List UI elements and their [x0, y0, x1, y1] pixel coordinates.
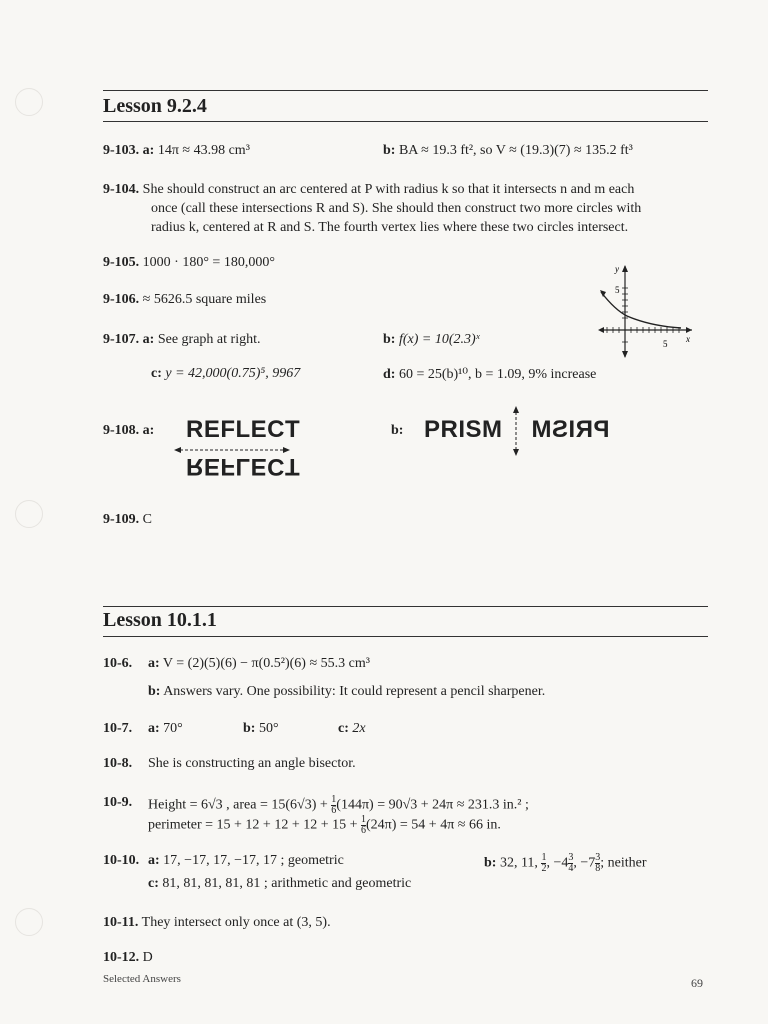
problem-10-11	[103, 915, 331, 931]
fraction-numerator: 1	[361, 814, 367, 825]
top-rule	[103, 90, 708, 91]
problem-10-7-b	[243, 721, 279, 737]
answer: ≈ 5626.5 square miles	[142, 292, 267, 307]
x-axis-label: x	[686, 334, 690, 344]
fraction-denominator: 2	[541, 863, 547, 874]
part-label: b:	[243, 721, 256, 736]
curve-arrow	[600, 290, 606, 297]
y-axis-label: y	[615, 264, 619, 274]
exponential-graph	[595, 262, 695, 362]
part-label: d:	[383, 367, 396, 382]
answer-line	[148, 795, 529, 816]
answer-b: f(x) = 10(2.3)ˣ	[398, 332, 480, 347]
answer-line	[148, 815, 501, 836]
fraction-numerator: 1	[541, 852, 547, 863]
part-label: a:	[142, 423, 155, 438]
problem-9-106	[103, 292, 266, 308]
problem-number: 10-9.	[103, 795, 133, 810]
answer-text: , −7	[573, 855, 596, 871]
problem-number: 10-6.	[103, 656, 133, 671]
answer: They intersect only once at (3, 5).	[141, 915, 331, 930]
problem-10-10-c	[148, 876, 411, 892]
page-number: 69	[691, 976, 703, 990]
reflection-line-vertical	[509, 404, 523, 458]
answer-d: 60 = 25(b)¹⁰, b = 1.09, 9% increase	[398, 367, 597, 382]
problem-number: 9-105.	[103, 255, 140, 270]
part-label: b:	[484, 855, 497, 871]
y-axis-arrow	[622, 265, 628, 272]
problem-10-6	[103, 656, 132, 672]
problem-number: 10-8.	[103, 756, 133, 771]
problem-number: 9-108.	[103, 423, 140, 438]
answer: She is constructing an angle bisector.	[148, 756, 356, 771]
answer-text: , −4	[546, 855, 569, 871]
reflect-word-mirrored	[186, 452, 300, 480]
answer-text: 32, 11,	[499, 855, 542, 871]
answer-a: See graph at right.	[157, 332, 261, 347]
problem-9-105	[103, 255, 275, 271]
answer-text: ; neither	[600, 855, 647, 871]
problem-10-8	[103, 756, 132, 772]
part-label: b:	[383, 143, 396, 158]
punch-hole-mark	[15, 88, 43, 116]
problem-9-103	[103, 143, 250, 159]
problem-10-10-b	[484, 853, 647, 874]
reflect-word-flipped: REFLECT	[186, 453, 301, 480]
part-label: c:	[151, 366, 162, 381]
x-axis-arrow	[686, 327, 692, 333]
decay-curve	[601, 292, 681, 328]
answer-line: once (call these intersections R and S). She should then construct two more circles with	[151, 201, 642, 216]
x-axis-arrow	[598, 327, 604, 333]
fraction-denominator: 8	[595, 863, 601, 874]
fraction-denominator: 4	[568, 863, 574, 874]
problem-10-6-a	[148, 656, 370, 672]
problem-10-10	[103, 853, 139, 869]
answer-text: (144π) = 90√3 + 24π ≈ 231.3 in.² ;	[336, 797, 529, 813]
fraction-numerator: 3	[568, 852, 574, 863]
part-label: a:	[148, 656, 160, 671]
answer-c: 2x	[352, 721, 366, 736]
problem-number: 9-107.	[103, 332, 140, 347]
problem-10-6-b	[148, 684, 545, 700]
part-label: b:	[148, 684, 161, 699]
problem-number: 9-103.	[103, 143, 140, 158]
problem-10-7-c	[338, 721, 366, 737]
answer-text: Height = 6√3 , area = 15(6√3) +	[148, 797, 332, 813]
part-label: a:	[142, 332, 155, 347]
x-tick-label: 5	[663, 339, 668, 349]
answer-text: perimeter = 15 + 12 + 12 + 12 + 15 +	[148, 817, 362, 833]
part-label: a:	[148, 853, 160, 868]
answer-b: 50°	[258, 721, 279, 736]
problem-9-108	[103, 423, 154, 439]
answer-b: Answers vary. One possibility: It could represent a pencil sharpener.	[163, 684, 546, 699]
problem-number: 10-10.	[103, 853, 140, 868]
problem-10-7	[103, 721, 132, 737]
part-label: b:	[391, 423, 404, 438]
prism-word-mirrored	[531, 416, 610, 444]
fraction-denominator: 6	[361, 825, 367, 836]
problem-10-12	[103, 950, 153, 966]
problem-number: 9-106.	[103, 292, 140, 307]
answer: C	[142, 512, 153, 527]
answer-a: V = (2)(5)(6) − π(0.5²)(6) ≈ 55.3 cm³	[162, 656, 370, 671]
footer-section-name: Selected Answers	[103, 973, 181, 985]
fraction-numerator: 1	[331, 794, 337, 805]
y-tick-label: 5	[615, 285, 620, 295]
problem-9-107-d	[383, 366, 596, 383]
prism-word-flipped: PRISM	[531, 416, 610, 443]
problem-9-109	[103, 512, 152, 528]
problem-9-107-b	[383, 332, 480, 348]
part-label: b:	[383, 332, 396, 347]
problem-10-9	[103, 795, 132, 811]
problem-number: 9-104.	[103, 182, 140, 197]
part-label: c:	[148, 876, 159, 891]
prism-word: PRISM	[424, 416, 503, 443]
answer: 1000 · 180° = 180,000°	[142, 255, 275, 270]
punch-hole-mark	[15, 908, 43, 936]
problem-9-104	[103, 182, 634, 198]
problem-10-10-a	[148, 853, 344, 869]
problem-9-107	[103, 332, 260, 348]
fraction-numerator: 3	[595, 852, 601, 863]
punch-hole-mark	[15, 500, 43, 528]
fraction-denominator: 6	[331, 805, 337, 816]
problem-10-7-a	[148, 721, 183, 737]
answer-c: 81, 81, 81, 81, 81 ; arithmetic and geometric	[162, 876, 412, 891]
problem-number: 9-109.	[103, 512, 140, 527]
problem-9-107-c	[151, 366, 300, 382]
reflect-word: REFLECT	[186, 416, 301, 443]
y-axis-arrow	[622, 351, 628, 358]
answer-a: 17, −17, 17, −17, 17 ; geometric	[163, 853, 344, 868]
lesson-title: Lesson 9.2.4	[103, 95, 207, 117]
answer-a: 14π ≈ 43.98 cm³	[157, 143, 250, 158]
answer-line: radius k, centered at R and S. The fourth vertex lies where these two circles intersect.	[151, 220, 629, 235]
answer-line: She should construct an arc centered at P with radius k so that it intersects n and m each	[142, 182, 635, 197]
answer-text: (24π) = 54 + 4π ≈ 66 in.	[366, 817, 501, 833]
answer: D	[142, 950, 153, 965]
answer-b: BA ≈ 19.3 ft², so V ≈ (19.3)(7) ≈ 135.2 ft³	[398, 143, 633, 158]
problem-number: 10-12.	[103, 950, 140, 965]
part-label: a:	[142, 143, 155, 158]
part-label: a:	[148, 721, 160, 736]
problem-number: 10-11.	[103, 915, 139, 930]
bottom-rule	[103, 636, 708, 637]
part-label: c:	[338, 721, 349, 736]
problem-9-103-b	[383, 143, 633, 159]
problem-9-108-b	[391, 423, 403, 439]
top-rule	[103, 606, 708, 607]
lesson-title: Lesson 10.1.1	[103, 609, 217, 631]
answer-c: y = 42,000(0.75)⁵, 9967	[165, 366, 301, 381]
bottom-rule	[103, 121, 708, 122]
answer-a: 70°	[163, 721, 183, 736]
problem-number: 10-7.	[103, 721, 133, 736]
